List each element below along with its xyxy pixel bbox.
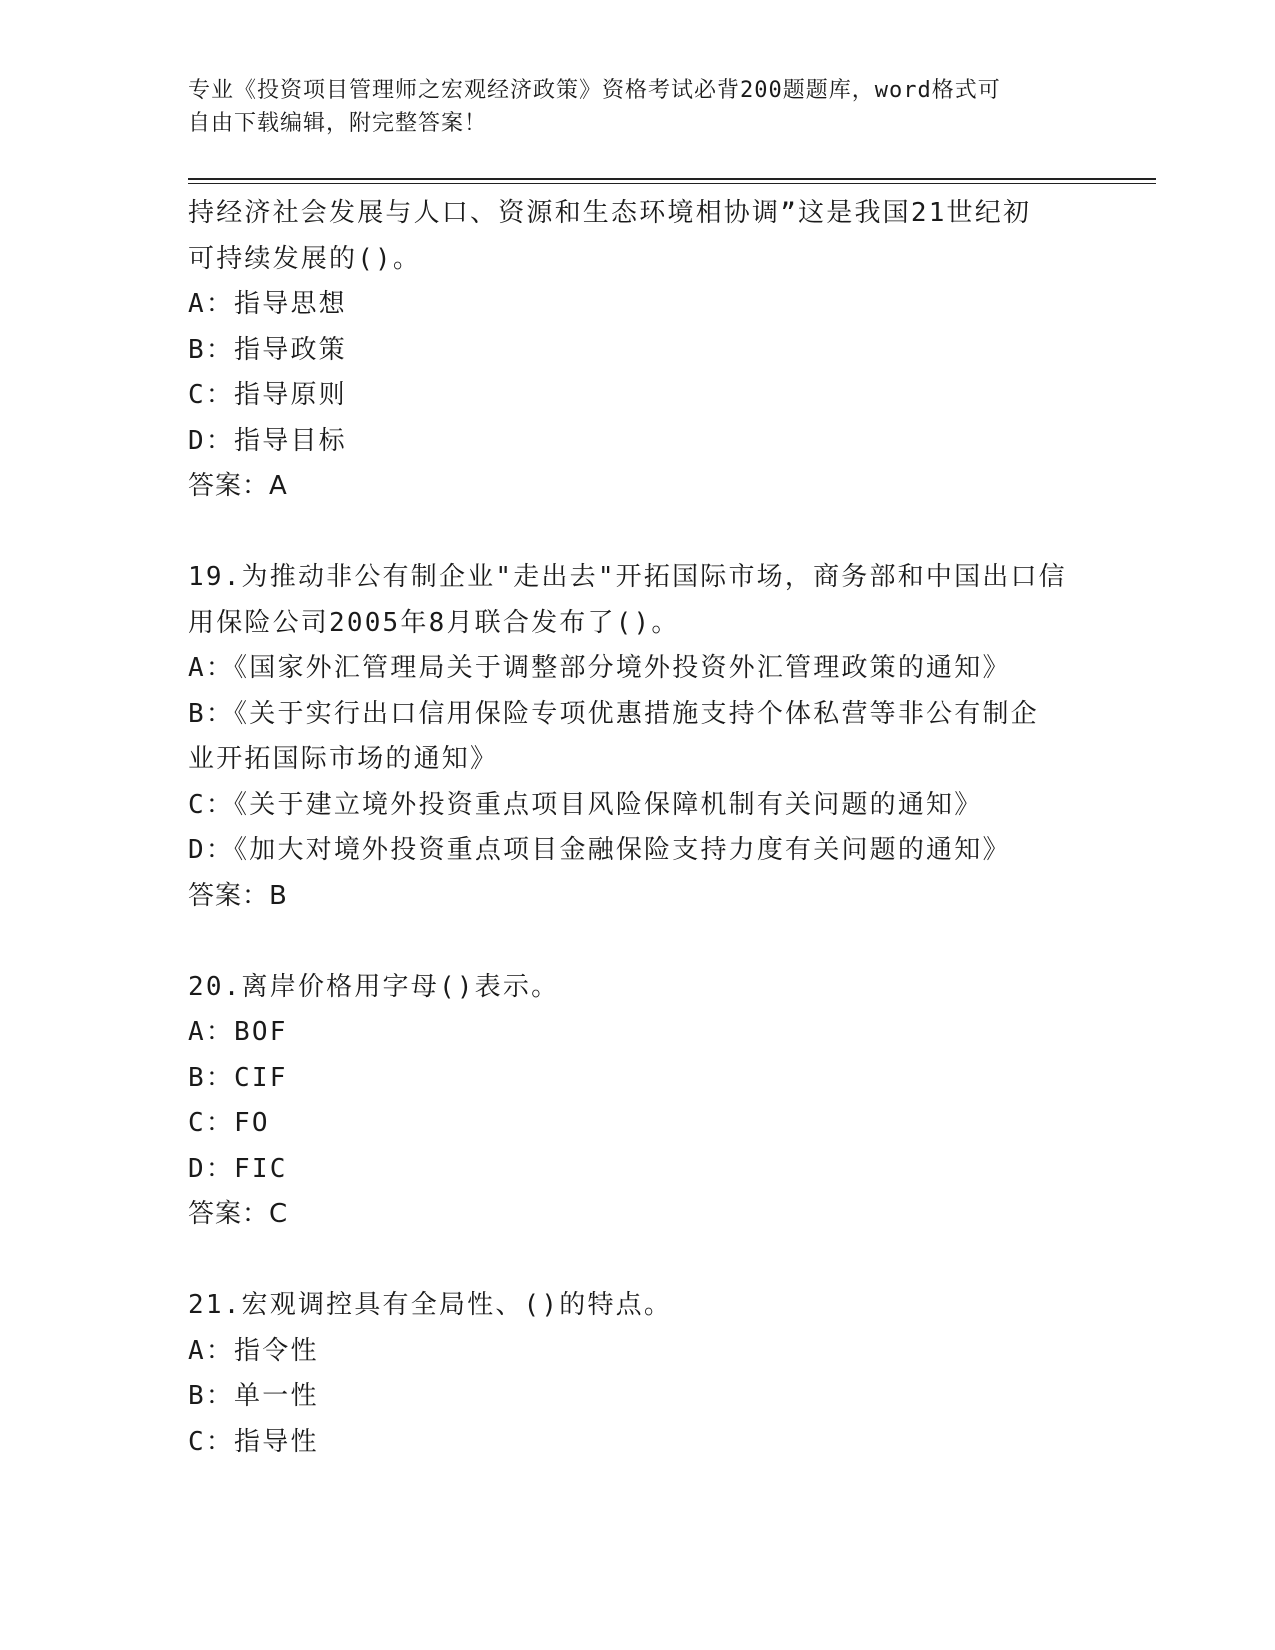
- option-c: C：FO: [188, 1108, 270, 1138]
- header-line-1: 专业《投资项目管理师之宏观经济政策》资格考试必背200题题库，word格式可: [188, 78, 1001, 103]
- option-d: D：FIC: [188, 1153, 288, 1184]
- option-b-continued: 业开拓国际市场的通知》: [188, 744, 499, 774]
- question-list: [188, 191, 1088, 1465]
- option-b: B：《关于实行出口信用保险专项优惠措施支持个体私营等非公有制企: [188, 698, 1039, 729]
- question-18: [188, 191, 1088, 510]
- question-19: [188, 555, 1088, 919]
- option-b: B：单一性: [188, 1381, 319, 1411]
- question-20: [188, 965, 1088, 1238]
- option-d: D：指导目标: [188, 425, 347, 456]
- answer-line: 答案：C: [188, 1199, 289, 1229]
- option-b: B：CIF: [188, 1062, 288, 1093]
- header-line-2: 自由下载编辑，附完整答案！: [188, 111, 488, 136]
- answer-line: 答案：B: [188, 880, 288, 911]
- answer-line: 答案：A: [188, 471, 288, 501]
- spacer: [188, 919, 1088, 965]
- spacer: [188, 510, 1088, 556]
- option-b: B：指导政策: [188, 334, 347, 365]
- question-stem: 20.离岸价格用字母()表示。: [188, 971, 560, 1002]
- question-stem: 21.宏观调控具有全局性、()的特点。: [188, 1290, 673, 1320]
- question-stem: 19.为推动非公有制企业"走出去"开拓国际市场，商务部和中国出口信: [188, 562, 1067, 592]
- spacer: [188, 1238, 1088, 1284]
- option-c: C：指导性: [188, 1426, 319, 1457]
- header-divider: [188, 178, 1156, 184]
- option-a: A：指导思想: [188, 289, 347, 319]
- question-stem: 持经济社会发展与人口、资源和生态环境相协调”这是我国21世纪初: [188, 198, 1032, 228]
- option-d: D：《加大对境外投资重点项目金融保险支持力度有关问题的通知》: [188, 835, 1011, 865]
- option-a: A：指令性: [188, 1335, 319, 1366]
- question-stem: 用保险公司2005年8月联合发布了()。: [188, 607, 680, 638]
- document-header: [188, 74, 1088, 140]
- option-c: C：指导原则: [188, 380, 347, 410]
- question-21: [188, 1283, 1088, 1465]
- option-a: A：BOF: [188, 1017, 288, 1047]
- question-stem: 可持续发展的()。: [188, 243, 422, 274]
- option-c: C：《关于建立境外投资重点项目风险保障机制有关问题的通知》: [188, 789, 983, 820]
- option-a: A：《国家外汇管理局关于调整部分境外投资外汇管理政策的通知》: [188, 653, 1011, 683]
